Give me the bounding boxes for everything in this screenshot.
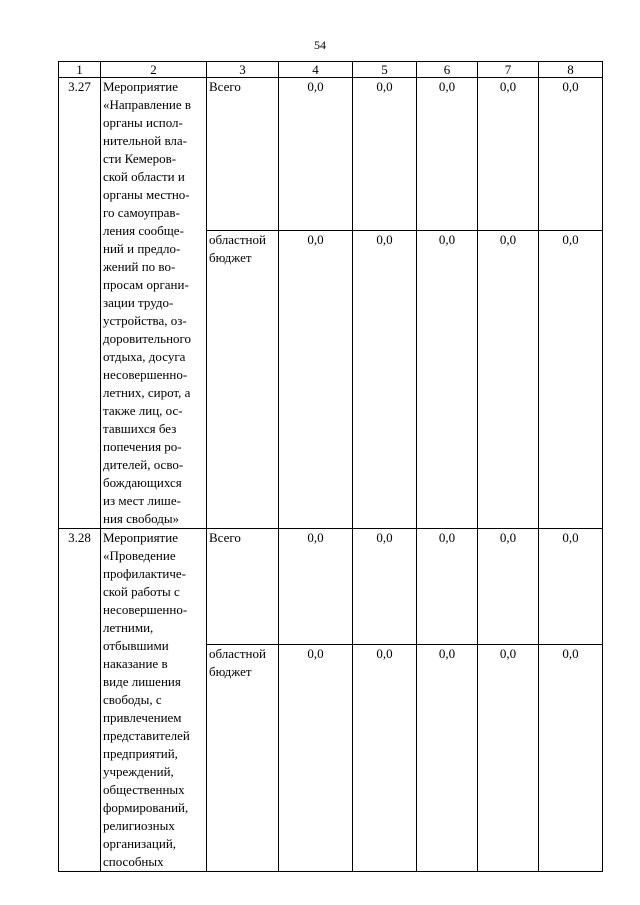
page-number: 54 (314, 38, 326, 52)
measure-name: Мероприятие «Направление в органы испол- нительной вла- сти Кемеров- ской области и органы местно- го самоуправ- ления сообще- ний и предло- жений по во- просам органи- зации трудо- устройства, оз- доровительного отдыха, досуга несовершенно- летних, сирот, а также лиц, ос- тавшихся без попечения ро- дителей, осво- бождающихся из мест лише- ния свободы» (101, 78, 207, 529)
table-row (59, 78, 603, 231)
source-regional-budget: областной бюджет (207, 231, 279, 529)
header-col-6: 6 (417, 62, 478, 78)
value-cell: 0,0 (279, 645, 353, 872)
header-col-3: 3 (207, 62, 279, 78)
row-number: 3.27 (59, 78, 101, 529)
header-col-5: 5 (353, 62, 417, 78)
source-total: Всего (207, 78, 279, 231)
value-cell: 0,0 (353, 645, 417, 872)
header-col-7: 7 (478, 62, 539, 78)
table-row (59, 529, 603, 645)
source-total: Всего (207, 529, 279, 645)
value-cell: 0,0 (417, 78, 478, 231)
value-cell: 0,0 (478, 645, 539, 872)
measure-name: Мероприятие «Проведение профилактиче- ской работы с несовершенно- летними, отбывшими наказание в виде лишения свободы, с привлечением представителей предприятий, учреждений, общественных формирований, религиозных организаций, способных (101, 529, 207, 872)
value-cell: 0,0 (478, 78, 539, 231)
value-cell: 0,0 (417, 231, 478, 529)
value-cell: 0,0 (279, 529, 353, 645)
header-col-4: 4 (279, 62, 353, 78)
value-cell: 0,0 (353, 78, 417, 231)
value-cell: 0,0 (353, 231, 417, 529)
row-number: 3.28 (59, 529, 101, 872)
header-col-2: 2 (101, 62, 207, 78)
header-col-1: 1 (59, 62, 101, 78)
header-row (59, 62, 603, 78)
value-cell: 0,0 (539, 645, 603, 872)
value-cell: 0,0 (478, 529, 539, 645)
program-table (58, 61, 603, 872)
value-cell: 0,0 (279, 231, 353, 529)
value-cell: 0,0 (417, 645, 478, 872)
value-cell: 0,0 (539, 78, 603, 231)
value-cell: 0,0 (539, 529, 603, 645)
header-col-8: 8 (539, 62, 603, 78)
value-cell: 0,0 (417, 529, 478, 645)
value-cell: 0,0 (478, 231, 539, 529)
value-cell: 0,0 (539, 231, 603, 529)
value-cell: 0,0 (279, 78, 353, 231)
source-regional-budget: областной бюджет (207, 645, 279, 872)
value-cell: 0,0 (353, 529, 417, 645)
